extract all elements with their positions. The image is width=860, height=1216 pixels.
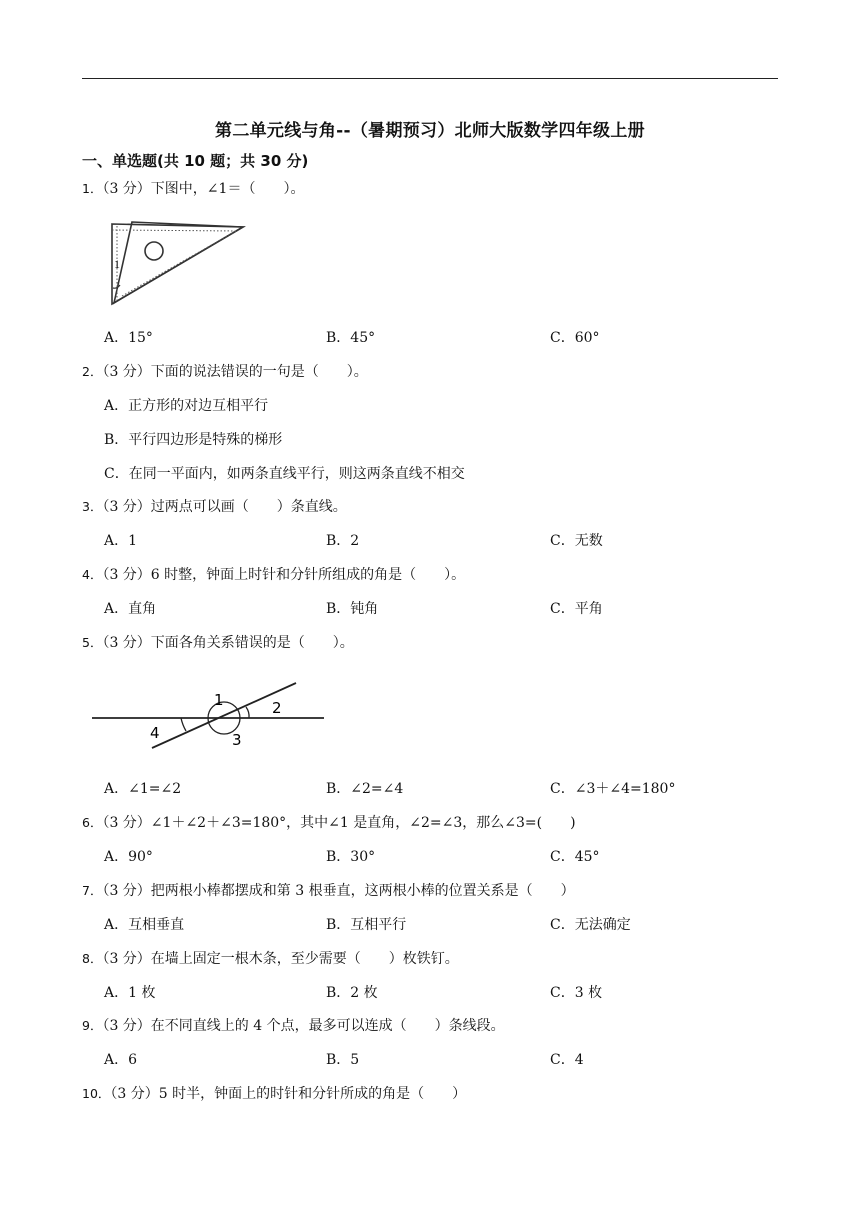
option-b[interactable]: B．30° <box>326 849 376 865</box>
page-title: 第二单元线与角--（暑期预习）北师大版数学四年级上册 <box>215 121 645 141</box>
question-number: 2． <box>82 364 103 379</box>
question-stem: （3 分）在不同直线上的 4 个点，最多可以连成（ ）条线段。 <box>102 1018 505 1034</box>
question-stem: （3 分）5 时半，钟面上的时针和分针所成的角是（ ） <box>110 1086 467 1102</box>
set-square-figure <box>104 218 250 310</box>
intersecting-lines-figure <box>90 678 326 750</box>
question-number: 3． <box>82 499 103 514</box>
question-number: 10． <box>82 1086 111 1101</box>
question-stem: （3 分）下面各角关系错误的是（ ）。 <box>102 635 354 651</box>
angle-1-label: 1 <box>214 691 224 709</box>
question-number: 5． <box>82 635 103 650</box>
option-a[interactable]: A．1 <box>104 533 138 549</box>
question-4 <box>82 564 465 584</box>
option-a[interactable]: A．正方形的对边互相平行 <box>104 398 269 414</box>
option-a[interactable]: A．直角 <box>104 601 157 617</box>
option-c[interactable]: C．45° <box>550 849 600 865</box>
option-a[interactable]: A．6 <box>104 1052 138 1068</box>
header-rule <box>82 78 778 79</box>
question-stem: （3 分）在墙上固定一根木条，至少需要（ ）枚铁钉。 <box>102 951 459 967</box>
angle-1-label: 1 <box>114 257 120 271</box>
question-1 <box>82 178 304 198</box>
option-b[interactable]: B．5 <box>326 1052 360 1068</box>
question-number: 4． <box>82 567 103 582</box>
question-2 <box>82 361 368 381</box>
option-a[interactable]: A．1 枚 <box>104 985 156 1001</box>
option-b[interactable]: B．平行四边形是特殊的梯形 <box>104 432 283 448</box>
option-b[interactable]: B．2 <box>326 533 360 549</box>
option-b[interactable]: B．互相平行 <box>326 917 407 933</box>
option-b[interactable]: B．2 枚 <box>326 985 378 1001</box>
question-number: 8． <box>82 951 103 966</box>
angle-4-label: 4 <box>150 724 160 742</box>
section-heading: 一、单选题(共 10 题；共 30 分) <box>82 152 309 170</box>
option-c[interactable]: C．无数 <box>550 533 603 549</box>
question-stem: （3 分）下面的说法错误的一句是（ ）。 <box>102 364 368 380</box>
option-c[interactable]: C．无法确定 <box>550 917 631 933</box>
option-a[interactable]: A．90° <box>104 849 153 865</box>
option-a[interactable]: A．∠1=∠2 <box>104 781 182 797</box>
question-9 <box>82 1015 505 1035</box>
option-c[interactable]: C．平角 <box>550 601 603 617</box>
angle-2-label: 2 <box>272 699 282 717</box>
question-number: 7． <box>82 883 103 898</box>
option-c[interactable]: C．∠3＋∠4=180° <box>550 781 676 797</box>
option-c[interactable]: C．3 枚 <box>550 985 603 1001</box>
option-b[interactable]: B．钝角 <box>326 601 379 617</box>
option-b[interactable]: B．45° <box>326 330 376 346</box>
question-3 <box>82 496 347 516</box>
question-stem: （3 分）∠1＋∠2＋∠3=180°，其中∠1 是直角，∠2=∠3，那么∠3=( ) <box>102 815 576 831</box>
question-10 <box>82 1083 466 1103</box>
question-7 <box>82 880 575 900</box>
question-number: 6． <box>82 815 103 830</box>
question-stem: （3 分）下图中，∠1＝（ ）。 <box>102 181 305 197</box>
question-stem: （3 分）把两根小棒都摆成和第 3 根垂直，这两根小棒的位置关系是（ ） <box>102 883 575 899</box>
angle-3-label: 3 <box>232 731 242 749</box>
question-number: 9． <box>82 1018 103 1033</box>
option-b[interactable]: B．∠2=∠4 <box>326 781 404 797</box>
question-8 <box>82 948 459 968</box>
option-c[interactable]: C．在同一平面内，如两条直线平行，则这两条直线不相交 <box>104 466 465 482</box>
option-a[interactable]: A．互相垂直 <box>104 917 185 933</box>
question-6 <box>82 812 576 832</box>
question-stem: （3 分）6 时整，钟面上时针和分针所组成的角是（ ）。 <box>102 567 466 583</box>
option-a[interactable]: A．15° <box>104 330 153 346</box>
question-number: 1． <box>82 181 103 196</box>
question-5 <box>82 632 354 652</box>
option-c[interactable]: C．60° <box>550 330 600 346</box>
option-c[interactable]: C．4 <box>550 1052 584 1068</box>
question-stem: （3 分）过两点可以画（ ）条直线。 <box>102 499 347 515</box>
